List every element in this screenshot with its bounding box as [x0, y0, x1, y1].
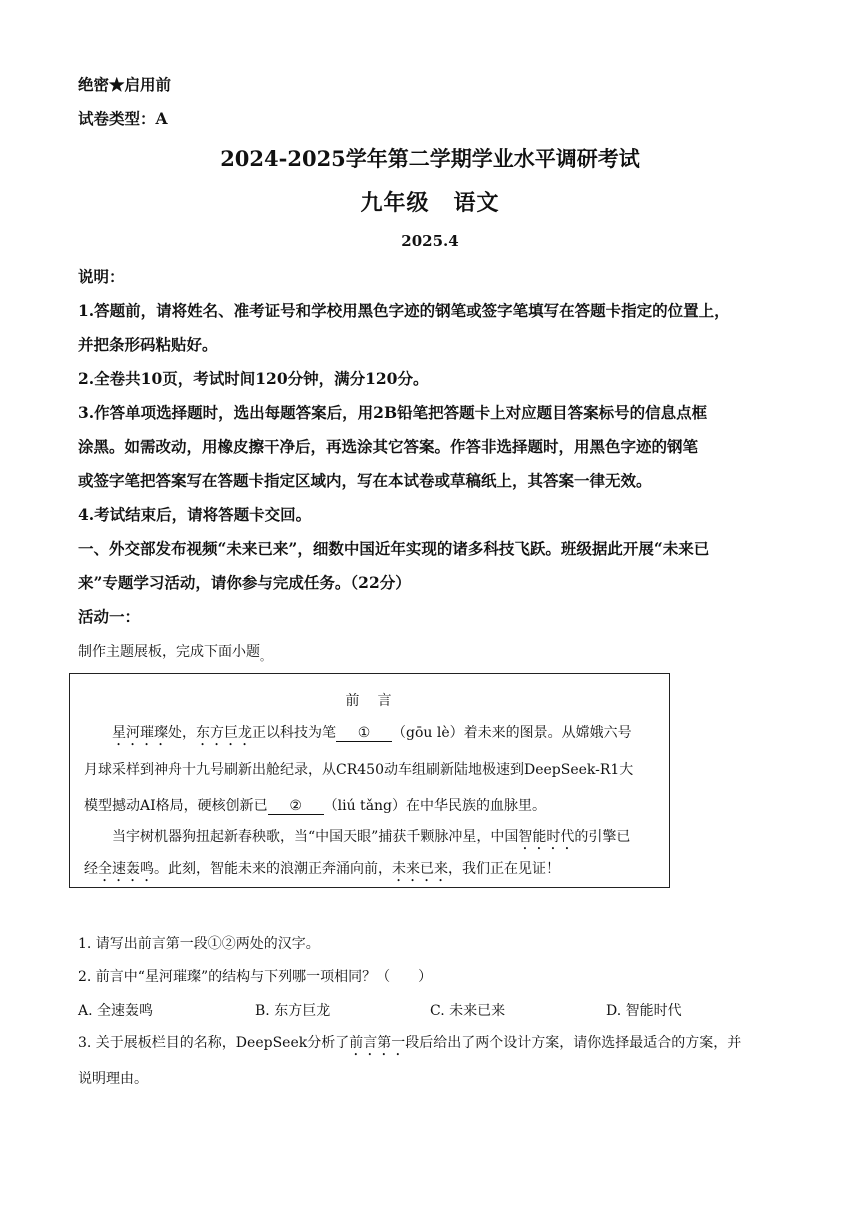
question-2-option-d[interactable]: D. 智能时代 — [606, 1003, 682, 1019]
instruction-1-cont: 并把条形码粘贴好。 — [78, 335, 218, 354]
instruction-3-cont2: 或签字笔把答案写在答题卡指定区域内，写在本试卷或草稿纸上，其答案一律无效。 — [78, 471, 652, 490]
instructions-heading: 说明： — [78, 267, 125, 286]
preface-line-3: 模型撼动AI格局，硬核创新已 ② （liú tǎng）在中华民族的血脉里。 — [84, 798, 547, 814]
instruction-3: 3.作答单项选择题时，选出每题答案后，用2B铅笔把答题卡上对应题目答案标号的信息点框 — [78, 403, 708, 422]
grade-label: 九年级 — [360, 190, 430, 216]
task-instruction: 制作主题展板，完成下面小题$_。$ — [78, 644, 271, 663]
activity-label: 活动一： — [78, 607, 141, 626]
question-2: 2. 前言中“星河璀璨”的结构与下列哪一项相同？（ ） — [78, 969, 433, 985]
preface-box — [69, 673, 670, 888]
grade-subject — [0, 186, 860, 217]
question-1: 1. 请写出前言第一段①②两处的汉字。 — [78, 936, 320, 952]
preface-line-2: 月球采样到神舟十九号刷新出舱纪录，从CR450动车组刷新陆地极速到DeepSeek-R1大 — [84, 762, 634, 778]
section1-intro-cont: 来”专题学习活动，请你参与完成任务。（22分） — [78, 573, 411, 592]
subject-label: 语文 — [453, 190, 500, 216]
blank-2[interactable]: ② — [268, 798, 324, 815]
preface-line-4: 当宇树机器狗扭起新春秧歌，当“中国天眼”捕获千颗脉冲星，中国智能时代的引擎已 — [112, 829, 631, 845]
question-2-option-c[interactable]: C. 未来已来 — [430, 1003, 506, 1019]
preface-line-1: 星河璀璨处，东方巨龙正以科技为笔 ① （gōu lè）着未来的图景。从嫦娥六号 — [112, 725, 632, 741]
question-3-cont: 说明理由。 — [78, 1071, 148, 1087]
exam-title: 2024-2025学年第二学期学业水平调研考试 — [220, 146, 640, 171]
preface-line-5: 经全速轰鸣。此刻，智能未来的浪潮正奔涌向前，未来已来，我们正在见证！ — [84, 861, 560, 877]
question-2-option-a[interactable]: A. 全速轰鸣 — [78, 1003, 154, 1019]
instruction-2: 2.全卷共10页，考试时间120分钟，满分120分。 — [78, 369, 429, 388]
blank-1[interactable]: ① — [336, 725, 392, 742]
preface-heading: 前 言 — [345, 693, 394, 709]
confidential-mark: 绝密★启用前 — [78, 75, 172, 94]
section1-intro: 一、外交部发布视频“未来已来”，细数中国近年实现的诸多科技飞跃。班级据此开展“未来已 — [78, 539, 710, 558]
instruction-3-cont1: 涂黑。如需改动，用橡皮擦干净后，再选涂其它答案。作答非选择题时，用黑色字迹的钢笔 — [78, 437, 699, 456]
question-2-option-b[interactable]: B. 东方巨龙 — [255, 1003, 331, 1019]
instruction-1: 1.答题前，请将姓名、准考证号和学校用黑色字迹的钢笔或签字笔填写在答题卡指定的位置上， — [78, 301, 730, 320]
question-3: 3. 关于展板栏目的名称，DeepSeek分析了前言第一段后给出了两个设计方案，请你选择最适合的方案，并 — [78, 1035, 742, 1051]
exam-date: 2025.4 — [401, 232, 459, 250]
paper-type: 试卷类型：A — [78, 109, 168, 128]
instruction-4: 4.考试结束后，请将答题卡交回。 — [78, 505, 312, 524]
